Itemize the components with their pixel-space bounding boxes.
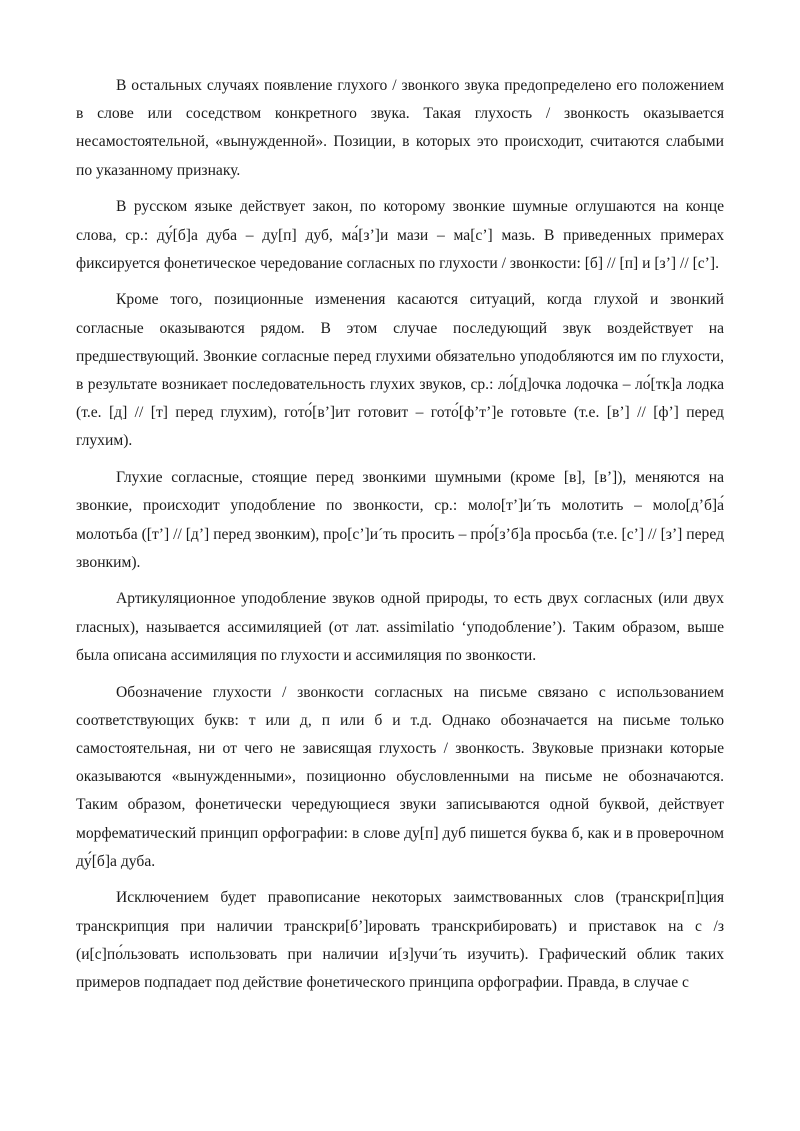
paragraph-weak-positions: В остальных случаях появление глухого / звонкого звука предопределено его положением в слове или соседством конкретного звука. Такая глухость / звонкость оказывается несамостоятельной, «вынужденной». Позиции, в которых это происходит, считаются слабыми по указанному признаку. [76, 77, 724, 179]
document-page [76, 72, 724, 1006]
paragraph-final-devoicing: В русском языке действует закон, по которому звонкие шумные оглушаются на конце слова, ср.: ду́[б]а дуба – ду[п] дуб, ма́[з’]и мази – ма[с’] мазь. В приведенных примерах фиксируется фонетическое чередование согласных по глухости / звонкости: [б] // [п] и [з’] // [с’]. [76, 198, 724, 272]
paragraph-orthography-principle: Обозначение глухости / звонкости согласных на письме связано с использованием соответствующих букв: т или д, п или б и т.д. Однако обозначается на письме только самостоятельная, ни от чего не зависящая глухость / звонкость. Звуковые признаки которые оказываются «вынужденными», позиционно обусловленными на письме не обозначаются. Таким образом, фонетически чередующиеся звуки записываются одной буквой, действует морфематический принцип орфографии: в слове ду[п] дуб пишется буква б, как и в проверочном ду́[б]а дуба. [76, 683, 724, 870]
paragraph-devoicing-assimilation: Кроме того, позиционные изменения касаются ситуаций, когда глухой и звонкий согласные оказываются рядом. В этом случае последующий звук воздействует на предшествующий. Звонкие согласные перед глухими обязательно уподобляются им по глухости, в результате возникает последовательность глухих звуков, ср.: ло́[д]очка лодочка – ло́[тк]а лодка (т.е. [д] // [т] перед глухим), гото́[в’]ит готовит – гото́[ф’т’]е готовьте (т.е. [в’] // [ф’] перед глухим). [76, 291, 724, 450]
paragraph-exceptions: Исключением будет правописание некоторых заимствованных слов (транскри[п]ция транскрипция при наличии транскри[б’]ировать транскрибировать) и приставок на с /з (и[с]по́льзовать использовать при наличии и[з]учи´ть изучить). Графический облик таких примеров подпадает под действие фонетического принципа орфографии. Правда, в случае с [76, 889, 724, 992]
paragraph-voicing-assimilation: Глухие согласные, стоящие перед звонкими шумными (кроме [в], [в’]), меняются на звонкие, происходит уподобление по звонкости, ср.: моло[т’]и´ть молотить – моло[д’б]а́ молотьба ([т’] // [д’] перед звонким), про[с’]и´ть просить – про́[з’б]а просьба (т.е. [с’] // [з’] перед звонким). [76, 469, 724, 571]
paragraph-assimilation-definition: Артикуляционное уподобление звуков одной природы, то есть двух согласных (или двух гласных), называется ассимиляцией (от лат. assimilatio ‘уподобление’). Таким образом, выше была описана ассимиляция по глухости и ассимиляция по звонкости. [76, 590, 724, 664]
